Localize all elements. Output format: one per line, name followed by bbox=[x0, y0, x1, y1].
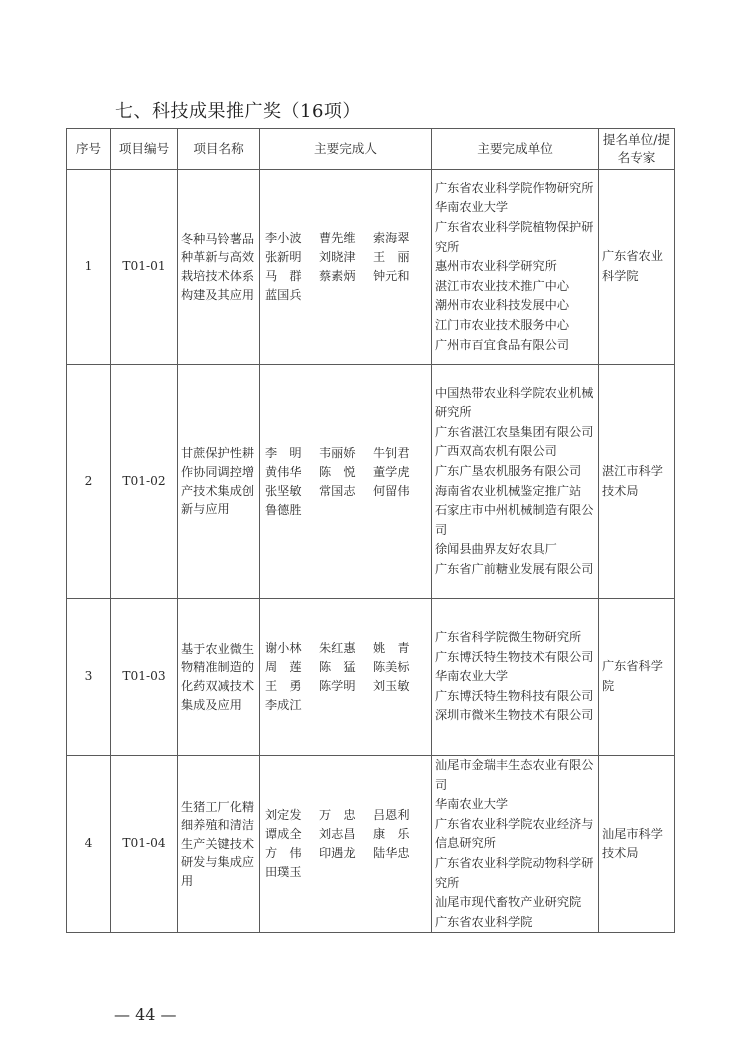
person-name: 张坚敏 bbox=[265, 483, 302, 498]
unit-name: 广东省科学院微生物研究所 bbox=[435, 630, 582, 645]
row-people bbox=[260, 599, 432, 756]
person-name: 李 明 bbox=[265, 445, 302, 460]
person-name: 索海翠 bbox=[373, 231, 410, 245]
person-name: 印遇龙 bbox=[319, 846, 356, 861]
person-name: 韦丽娇 bbox=[319, 445, 356, 460]
unit-name: 广东博沃特生物技术有限公司 bbox=[435, 649, 594, 664]
header-code: 项目编号 bbox=[111, 129, 178, 170]
person-name: 何留伟 bbox=[373, 483, 410, 498]
row-seq: 2 bbox=[67, 365, 111, 599]
person-name: 蔡素炳 bbox=[319, 269, 356, 283]
unit-name: 华南农业大学 bbox=[435, 797, 509, 812]
person-name: 刘志昌 bbox=[319, 827, 356, 842]
unit-name: 潮州市农业科技发展中心 bbox=[435, 298, 570, 313]
unit-name: 深圳市微米生物技术有限公司 bbox=[435, 708, 594, 723]
person-name: 谢小林 bbox=[265, 641, 302, 655]
row-units bbox=[432, 756, 599, 933]
unit-name: 徐闻县曲界友好农具厂 bbox=[435, 542, 557, 557]
page-heading: 七、科技成果推广奖（16项） bbox=[115, 101, 361, 122]
page-number: — 44 — bbox=[114, 1005, 177, 1024]
row-units bbox=[432, 170, 599, 365]
people-list bbox=[263, 639, 428, 715]
unit-name: 广东省农业科学院农业经济与信息研究所 bbox=[435, 816, 594, 851]
unit-name: 江门市农业技术服务中心 bbox=[435, 317, 570, 332]
header-name: 项目名称 bbox=[178, 129, 260, 170]
header-seq: 序号 bbox=[67, 129, 111, 170]
unit-name: 华南农业大学 bbox=[435, 669, 509, 684]
person-name: 陈美标 bbox=[373, 660, 410, 674]
person-name: 王 丽 bbox=[373, 250, 410, 264]
row-code: T01-04 bbox=[111, 756, 178, 933]
people-list bbox=[263, 444, 428, 520]
person-name: 马 群 bbox=[265, 269, 302, 283]
table-row bbox=[67, 599, 675, 756]
row-nominator: 汕尾市科学技术局 bbox=[599, 756, 675, 933]
row-people bbox=[260, 365, 432, 599]
table-row bbox=[67, 756, 675, 933]
row-project-name bbox=[178, 170, 260, 365]
person-name: 刘晓津 bbox=[319, 250, 356, 264]
person-name: 朱红惠 bbox=[319, 641, 356, 655]
person-name: 陈 悦 bbox=[319, 464, 356, 479]
table-row bbox=[67, 170, 675, 365]
project-name-text: 生猪工厂化精细养殖和清洁生产关键技术研发与集成应用 bbox=[181, 799, 255, 889]
header-units: 主要完成单位 bbox=[432, 129, 599, 170]
row-code: T01-02 bbox=[111, 365, 178, 599]
row-project-name bbox=[178, 365, 260, 599]
person-name: 周 莲 bbox=[265, 660, 302, 674]
person-name: 曹先维 bbox=[319, 231, 356, 245]
awards-table bbox=[66, 128, 675, 933]
person-name: 刘玉敏 bbox=[373, 679, 410, 693]
unit-name: 海南省农业机械鉴定推广站 bbox=[435, 483, 582, 498]
person-name: 李小波 bbox=[265, 231, 302, 245]
person-name: 田璞玉 bbox=[265, 865, 302, 880]
people-list bbox=[263, 229, 428, 305]
unit-name: 汕尾市金瑞丰生态农业有限公司 bbox=[435, 758, 594, 792]
person-name: 常国志 bbox=[319, 483, 356, 498]
row-code: T01-03 bbox=[111, 599, 178, 756]
unit-name: 广东省广前糖业发展有限公司 bbox=[435, 561, 594, 576]
unit-name: 广东省农业科学院植物保护研究所 bbox=[435, 220, 594, 254]
person-name: 黄伟华 bbox=[265, 464, 302, 479]
unit-name: 石家庄市中州机械制造有限公司 bbox=[435, 503, 594, 537]
header-people: 主要完成人 bbox=[260, 129, 432, 170]
person-name: 钟元和 bbox=[373, 269, 410, 283]
unit-name: 广东省湛江农垦集团有限公司 bbox=[435, 424, 594, 439]
unit-name: 广东省农业科学院作物研究所 bbox=[435, 180, 594, 195]
row-seq: 3 bbox=[67, 599, 111, 756]
table-header-row bbox=[67, 129, 675, 170]
person-name: 陆华忠 bbox=[373, 846, 410, 861]
person-name: 蓝国兵 bbox=[265, 288, 302, 302]
unit-name: 华南农业大学 bbox=[435, 200, 509, 215]
row-people bbox=[260, 756, 432, 933]
unit-name: 广州市百宜食品有限公司 bbox=[435, 337, 570, 352]
person-name: 陈学明 bbox=[319, 679, 356, 693]
row-nominator: 湛江市科学技术局 bbox=[599, 365, 675, 599]
person-name: 姚 青 bbox=[373, 641, 410, 655]
unit-name: 广东博沃特生物科技有限公司 bbox=[435, 688, 594, 703]
project-name-text: 甘蔗保护性耕作协同调控增产技术集成创新与应用 bbox=[181, 446, 255, 517]
person-name: 陈 猛 bbox=[319, 660, 356, 674]
header-nominator: 提名单位/提名专家 bbox=[599, 129, 675, 170]
row-units bbox=[432, 365, 599, 599]
row-nominator: 广东省科学院 bbox=[599, 599, 675, 756]
unit-name: 广东广垦农机服务有限公司 bbox=[435, 463, 582, 478]
person-name: 康 乐 bbox=[373, 827, 410, 842]
row-project-name bbox=[178, 599, 260, 756]
person-name: 张新明 bbox=[265, 250, 302, 264]
row-nominator: 广东省农业科学院 bbox=[599, 170, 675, 365]
row-units bbox=[432, 599, 599, 756]
unit-name: 惠州市农业科学研究所 bbox=[435, 259, 557, 274]
person-name: 刘定发 bbox=[265, 808, 302, 823]
project-name-text: 冬种马铃薯品种革新与高效栽培技术体系构建及其应用 bbox=[181, 231, 255, 302]
unit-name: 广东省农业科学院 bbox=[435, 914, 533, 929]
person-name: 谭成全 bbox=[265, 827, 302, 842]
person-name: 王 勇 bbox=[265, 679, 302, 693]
row-people bbox=[260, 170, 432, 365]
person-name: 方 伟 bbox=[265, 846, 302, 861]
unit-name: 汕尾市现代畜牧产业研究院 bbox=[435, 895, 582, 910]
unit-name: 广东省农业科学院动物科学研究所 bbox=[435, 855, 594, 890]
table-row bbox=[67, 365, 675, 599]
project-name-text: 基于农业微生物精准制造的化药双减技术集成及应用 bbox=[181, 641, 255, 712]
unit-name: 湛江市农业技术推广中心 bbox=[435, 278, 570, 293]
unit-name: 广西双高农机有限公司 bbox=[435, 444, 557, 459]
person-name: 董学虎 bbox=[373, 464, 410, 479]
people-list bbox=[263, 806, 428, 882]
person-name: 吕恩利 bbox=[373, 808, 410, 823]
unit-name: 中国热带农业科学院农业机械研究所 bbox=[435, 385, 594, 420]
person-name: 鲁德胜 bbox=[265, 502, 302, 517]
person-name: 牛钊君 bbox=[373, 445, 410, 460]
person-name: 李成江 bbox=[265, 698, 302, 712]
person-name: 万 忠 bbox=[319, 808, 356, 823]
row-code: T01-01 bbox=[111, 170, 178, 365]
row-project-name bbox=[178, 756, 260, 933]
row-seq: 4 bbox=[67, 756, 111, 933]
row-seq: 1 bbox=[67, 170, 111, 365]
